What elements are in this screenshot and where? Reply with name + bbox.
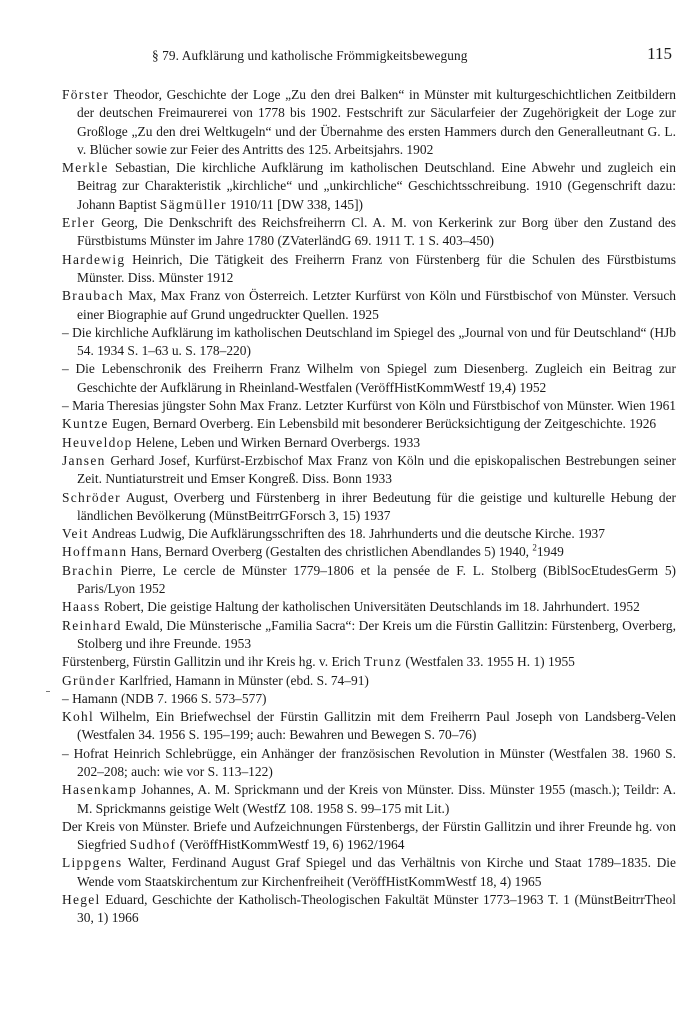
bibliography-entry — [62, 653, 676, 671]
margin-mark — [46, 691, 50, 692]
bibliography-entry — [62, 525, 676, 543]
entry-author: Heuveldop — [62, 434, 133, 450]
entry-editor-name: Sudhof — [129, 837, 177, 853]
bibliography-entry — [62, 745, 676, 782]
entry-author: Braubach — [62, 288, 124, 304]
running-header-title: § 79. Aufklärung und katholische Frömmigkeitsbewegung — [152, 48, 468, 63]
entry-text-continued: (Westfalen 33. 1955 H. 1) 1955 — [402, 654, 575, 670]
bibliography-entry — [62, 781, 676, 818]
entry-text: Johannes, A. M. Sprickmann und der Kreis von Münster. Diss. Münster 1955 (masch.); Teildr: A. M. Sprickmanns geistige Welt (WestfZ 108. 1958 S. 99–175 mit Lit.) — [77, 782, 676, 816]
entry-author: – — [62, 745, 69, 761]
entry-author: Merkle — [62, 160, 109, 176]
entry-text: Der Kreis von Münster. Briefe und Aufzeichnungen Fürstenbergs, der Fürstin Gallitzin und ihrer Freunde hg. von Siegfried — [62, 818, 676, 853]
entry-author: Förster — [62, 87, 110, 102]
bibliography-list — [62, 86, 676, 928]
bibliography-entry — [62, 562, 676, 599]
entry-author: Erler — [62, 215, 96, 231]
entry-author: Reinhard — [62, 617, 122, 633]
entry-text: August, Overberg und Fürstenberg in ihrer Bedeutung für die geistige und kulturelle Hebung der ländlichen Bevölkerung (MünstBeitrrGForsch 3, 15) 1937 — [77, 489, 677, 523]
bibliography-entry — [62, 434, 676, 452]
entry-text: Theodor, Geschichte der Loge „Zu den drei Balken“ in Münster mit kulturgeschichtlichen Zeitbildern der deutschen Freimaurerei von 1778 bis 1902. Festschrift zur Säcularfeier der Zugehörigkeit der Loge zur Großloge „Zu den drei Weltkugeln“ und der Übernahme des ersten Hammers durch den Generalleutnant G. L. v. Blücher sowie zur Feier des Antritts des 125. Arbeitsjahrs. 1902 — [77, 87, 676, 157]
entry-text-continued: 1910/11 [DW 338, 145]) — [226, 196, 364, 212]
entry-author: – — [62, 690, 69, 706]
entry-text: Gerhard Josef, Kurfürst-Erzbischof Max Franz von Köln und die episkopalischen Bestrebungen seiner Zeit. Nuntiaturstreit und Emser Kongreß. Diss. Bonn 1933 — [77, 452, 676, 487]
entry-author: – — [62, 398, 69, 414]
entry-text: Wilhelm, Ein Briefwechsel der Fürstin Gallitzin mit dem Freiherrn Paul Joseph von Landsberg-Velen (Westfalen 34. 1956 S. 195–199; auch: Bewahren und Bewegen S. 70–76) — [77, 709, 676, 743]
bibliography-entry — [62, 543, 676, 561]
bibliography-entry — [62, 452, 676, 489]
bibliography-entry — [62, 251, 676, 288]
entry-text: Karlfried, Hamann in Münster (ebd. S. 74–91) — [119, 672, 369, 688]
bibliography-entry — [62, 489, 676, 526]
bibliography-entry — [62, 415, 676, 433]
entry-author: Haass — [62, 599, 101, 615]
entry-text: Maria Theresias jüngster Sohn Max Franz. Letzter Kurfürst von Köln und Fürstbischof von Münster. Wien 1961 — [72, 398, 677, 414]
entry-author: – — [62, 324, 69, 340]
bibliography-entry — [62, 690, 676, 708]
bibliography-entry — [62, 324, 676, 361]
entry-text: Pierre, Le cercle de Münster 1779–1806 et la pensée de F. L. Stolberg (BiblSocEtudesGerm 5) Paris/Lyon 1952 — [77, 562, 677, 597]
running-header — [62, 44, 676, 66]
entry-text: Walter, Ferdinand August Graf Spiegel und das Verhältnis von Kirche und Staat 1789–1835. Die Wende vom Staatskirchentum zur Kirchenfreiheit (VeröffHistKommWestf 18, 4) 1965 — [77, 855, 676, 889]
entry-text-continued: 1949 — [536, 544, 564, 560]
entry-text: Helene, Leben und Wirken Bernard Overbergs. 1933 — [136, 434, 421, 450]
bibliography-entry — [62, 617, 676, 654]
entry-text: Eduard, Geschichte der Katholisch-Theologischen Fakultät Münster 1773–1963 T. 1 (MünstBeitrrTheol 30, 1) 1966 — [77, 892, 677, 926]
bibliography-entry — [62, 598, 676, 616]
entry-edition-superscript: 2 — [532, 542, 537, 553]
bibliography-entry — [62, 86, 676, 159]
entry-author: Hardewig — [62, 251, 126, 267]
entry-text: Max, Max Franz von Österreich. Letzter Kurfürst von Köln und Fürstbischof von Münster. Versuch einer Biographie auf Grund ungedruckter Quellen. 1925 — [77, 288, 677, 322]
entry-text: Hans, Bernard Overberg (Gestalten des christlichen Abendlandes 5) 1940, — [130, 544, 533, 560]
bibliography-entry — [62, 159, 676, 214]
page-number: 115 — [647, 44, 672, 63]
entry-editor-name: Trunz — [363, 654, 403, 670]
entry-text: Die Lebenschronik des Freiherrn Franz Wilhelm von Spiegel zum Diesenberg. Zugleich ein Beitrag zur Geschichte der Aufklärung in Rheinland-Westfalen (VeröffHistKommWestf 19,4) 1952 — [75, 361, 676, 395]
entry-text: Andreas Ludwig, Die Aufklärungsschriften des 18. Jahrhunderts und die deutsche Kirche. 1937 — [91, 526, 605, 542]
entry-text: Hamann (NDB 7. 1966 S. 573–577) — [72, 690, 267, 706]
entry-text: Sebastian, Die kirchliche Aufklärung im katholischen Deutschland. Eine Abwehr und zugleich ein Beitrag zur Charakteristik „kirchliche“ und „unkirchliche“ Geschichtsschreibung. 1910 (Gegenschrift dazu: Johann Baptist — [77, 160, 676, 212]
entry-text: Eugen, Bernard Overberg. Ein Lebensbild mit besonderer Berücksichtigung der Zeitgeschichte. 1926 — [111, 416, 657, 432]
entry-text: Heinrich, Die Tätigkeit des Freiherrn Franz von Fürstenberg für die Schulen des Fürstbistums Münster. Diss. Münster 1912 — [77, 251, 676, 285]
entry-text: Fürstenberg, Fürstin Gallitzin und ihr Kreis hg. v. Erich — [62, 654, 364, 670]
entry-author: Kohl — [62, 709, 95, 725]
bibliography-entry — [62, 891, 676, 928]
bibliography-entry — [62, 360, 676, 397]
entry-text: Ewald, Die Münsterische „Familia Sacra“: Der Kreis um die Fürstin Gallitzin: Fürstenberg, Overberg, Stolberg und ihre Freunde. 1953 — [77, 617, 677, 651]
entry-author: Hoffmann — [62, 544, 128, 560]
entry-text: Robert, Die geistige Haltung der katholischen Universitäten Deutschlands im 18. Jahrhundert. 1952 — [103, 599, 640, 615]
entry-text: Die kirchliche Aufklärung im katholischen Deutschland im Spiegel des „Journal von und für Deutschland“ (HJb 54. 1934 S. 1–63 u. S. 178–220) — [72, 324, 677, 359]
entry-author: Lippgens — [62, 855, 123, 871]
entry-text: Hofrat Heinrich Schlebrügge, ein Anhänger der französischen Revolution in Münster (Westfalen 38. 1960 S. 202–208; auch: wie vor S. 113–122) — [73, 745, 677, 779]
entry-text-continued: (VeröffHistKommWestf 19, 6) 1962/1964 — [176, 837, 405, 853]
entry-author: – — [62, 361, 69, 377]
entry-author: Brachin — [62, 562, 114, 578]
entry-author: Kuntze — [62, 416, 109, 432]
bibliography-entry — [62, 672, 676, 690]
bibliography-entry — [62, 397, 676, 415]
entry-author: Hegel — [62, 892, 101, 908]
entry-author: Hasenkamp — [62, 782, 138, 798]
bibliography-entry — [62, 708, 676, 745]
entry-author: Veit — [62, 526, 89, 542]
entry-author: Schröder — [62, 489, 121, 505]
bibliography-entry — [62, 818, 676, 855]
entry-text: Georg, Die Denkschrift des Reichsfreiherrn Cl. A. M. von Kerkerink zur Borg über den Zustand des Fürstbistums Münster im Jahre 1780 (ZVaterländG 69. 1911 T. 1 S. 403–450) — [77, 215, 677, 249]
entry-author: Jansen — [62, 452, 106, 468]
bibliography-entry — [62, 854, 676, 891]
entry-editor-name: Sägmüller — [159, 196, 227, 212]
entry-author: Gründer — [62, 672, 116, 688]
bibliography-entry — [62, 287, 676, 324]
bibliography-entry — [62, 214, 676, 251]
